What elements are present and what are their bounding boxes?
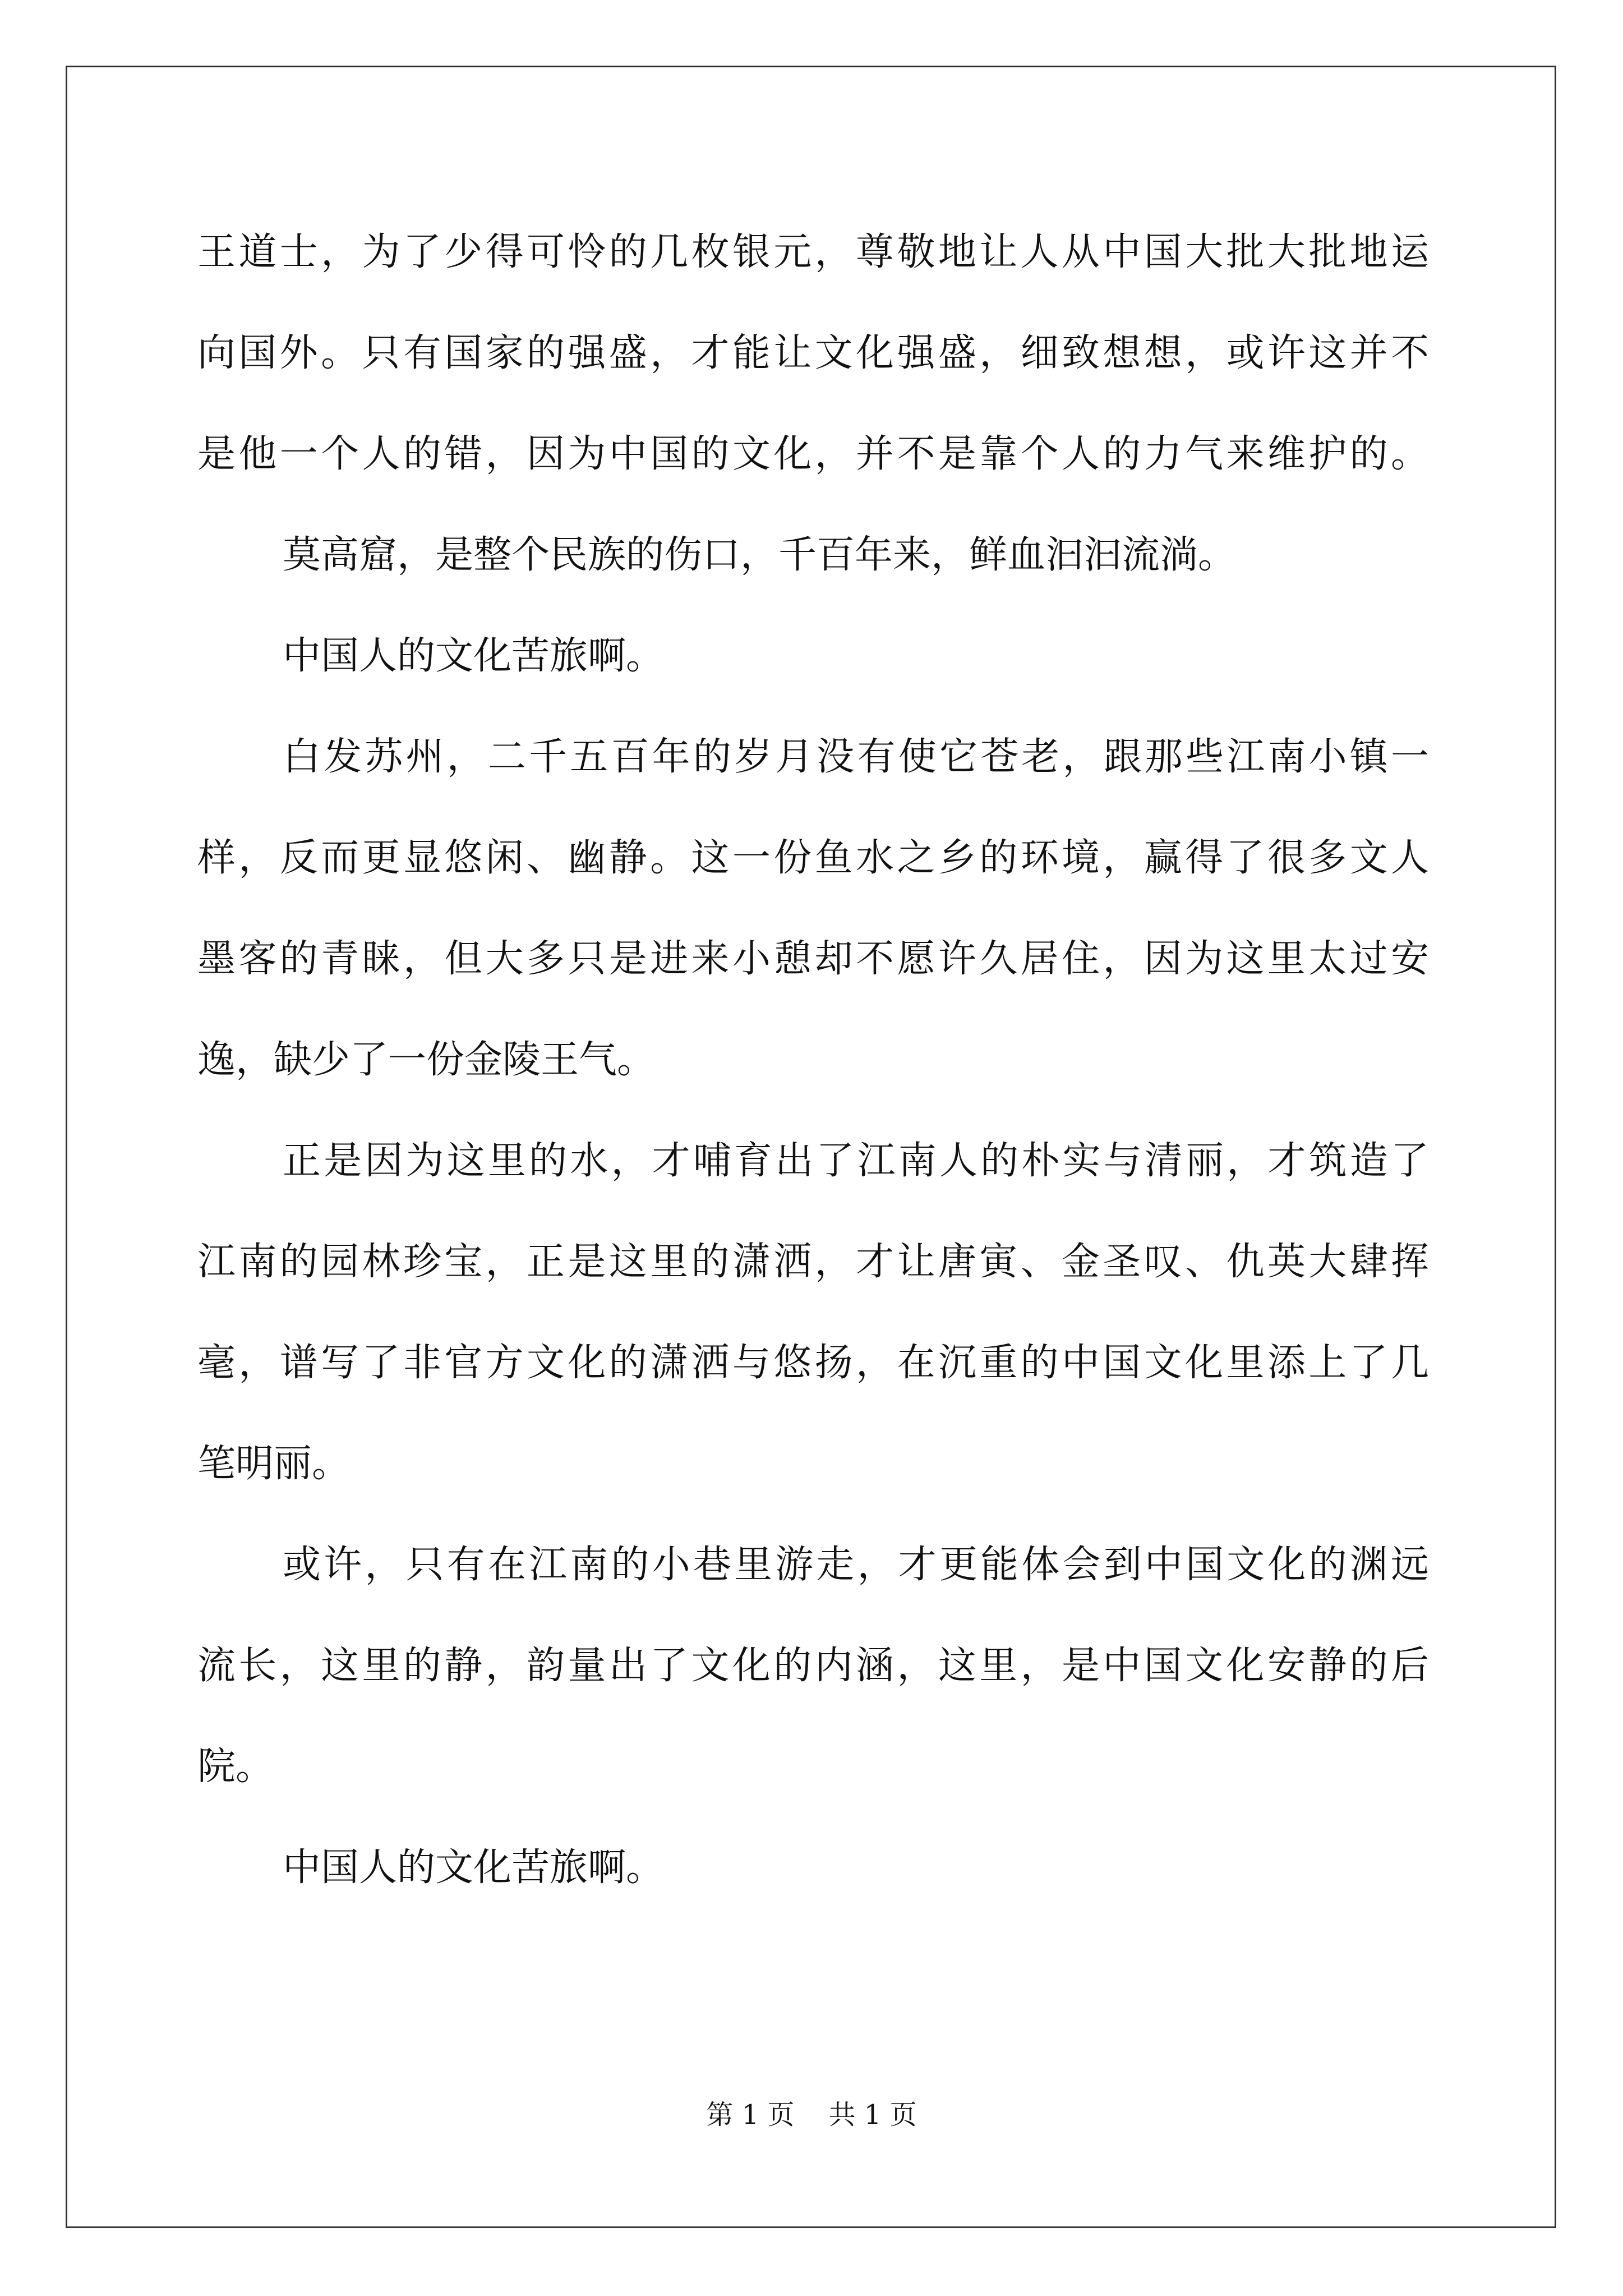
- paragraph-line: 或许，只有在江南的小巷里游走，才更能体会到中国文化的渊远: [283, 1543, 1429, 1587]
- paragraph-line: 是他一个人的错，因为中国的文化，并不是靠个人的力气来维护的。: [197, 432, 1429, 476]
- paragraph-line: 样，反而更显悠闲、幽静。这一份鱼水之乡的环境，赢得了很多文人: [197, 836, 1429, 880]
- paragraph-line: 毫，谱写了非官方文化的潇洒与悠扬，在沉重的中国文化里添上了几: [197, 1341, 1429, 1385]
- paragraph-line: 流长，这里的静，韵量出了文化的内涵，这里，是中国文化安静的后: [197, 1644, 1429, 1688]
- paragraph-line: 笔明丽。: [197, 1442, 351, 1486]
- paragraph-line: 逸，缺少了一份金陵王气。: [197, 1038, 656, 1082]
- paragraph-line: 向国外。只有国家的强盛，才能让文化强盛，细致想想，或许这并不: [197, 331, 1429, 375]
- paragraph-line: 莫高窟，是整个民族的伤口，千百年来，鲜血汩汩流淌。: [283, 533, 1237, 577]
- paragraph-line: 墨客的青睐，但大多只是进来小憩却不愿许久居住，因为这里太过安: [197, 937, 1429, 981]
- paragraph-line: 江南的园林珍宝，正是这里的潇洒，才让唐寅、金圣叹、仇英大肆挥: [197, 1240, 1429, 1284]
- paragraph-line: 中国人的文化苦旅啊。: [283, 634, 665, 678]
- paragraph-line: 王道士，为了少得可怜的几枚银元，尊敬地让人从中国大批大批地运: [197, 230, 1429, 274]
- paragraph-line: 白发苏州，二千五百年的岁月没有使它苍老，跟那些江南小镇一: [283, 735, 1429, 779]
- page-number-footer: 第 1 页 共 1 页: [706, 2099, 917, 2131]
- paragraph-line: 中国人的文化苦旅啊。: [283, 1846, 665, 1890]
- paragraph-line: 院。: [197, 1745, 274, 1789]
- paragraph-line: 正是因为这里的水，才哺育出了江南人的朴实与清丽，才筑造了: [283, 1139, 1429, 1183]
